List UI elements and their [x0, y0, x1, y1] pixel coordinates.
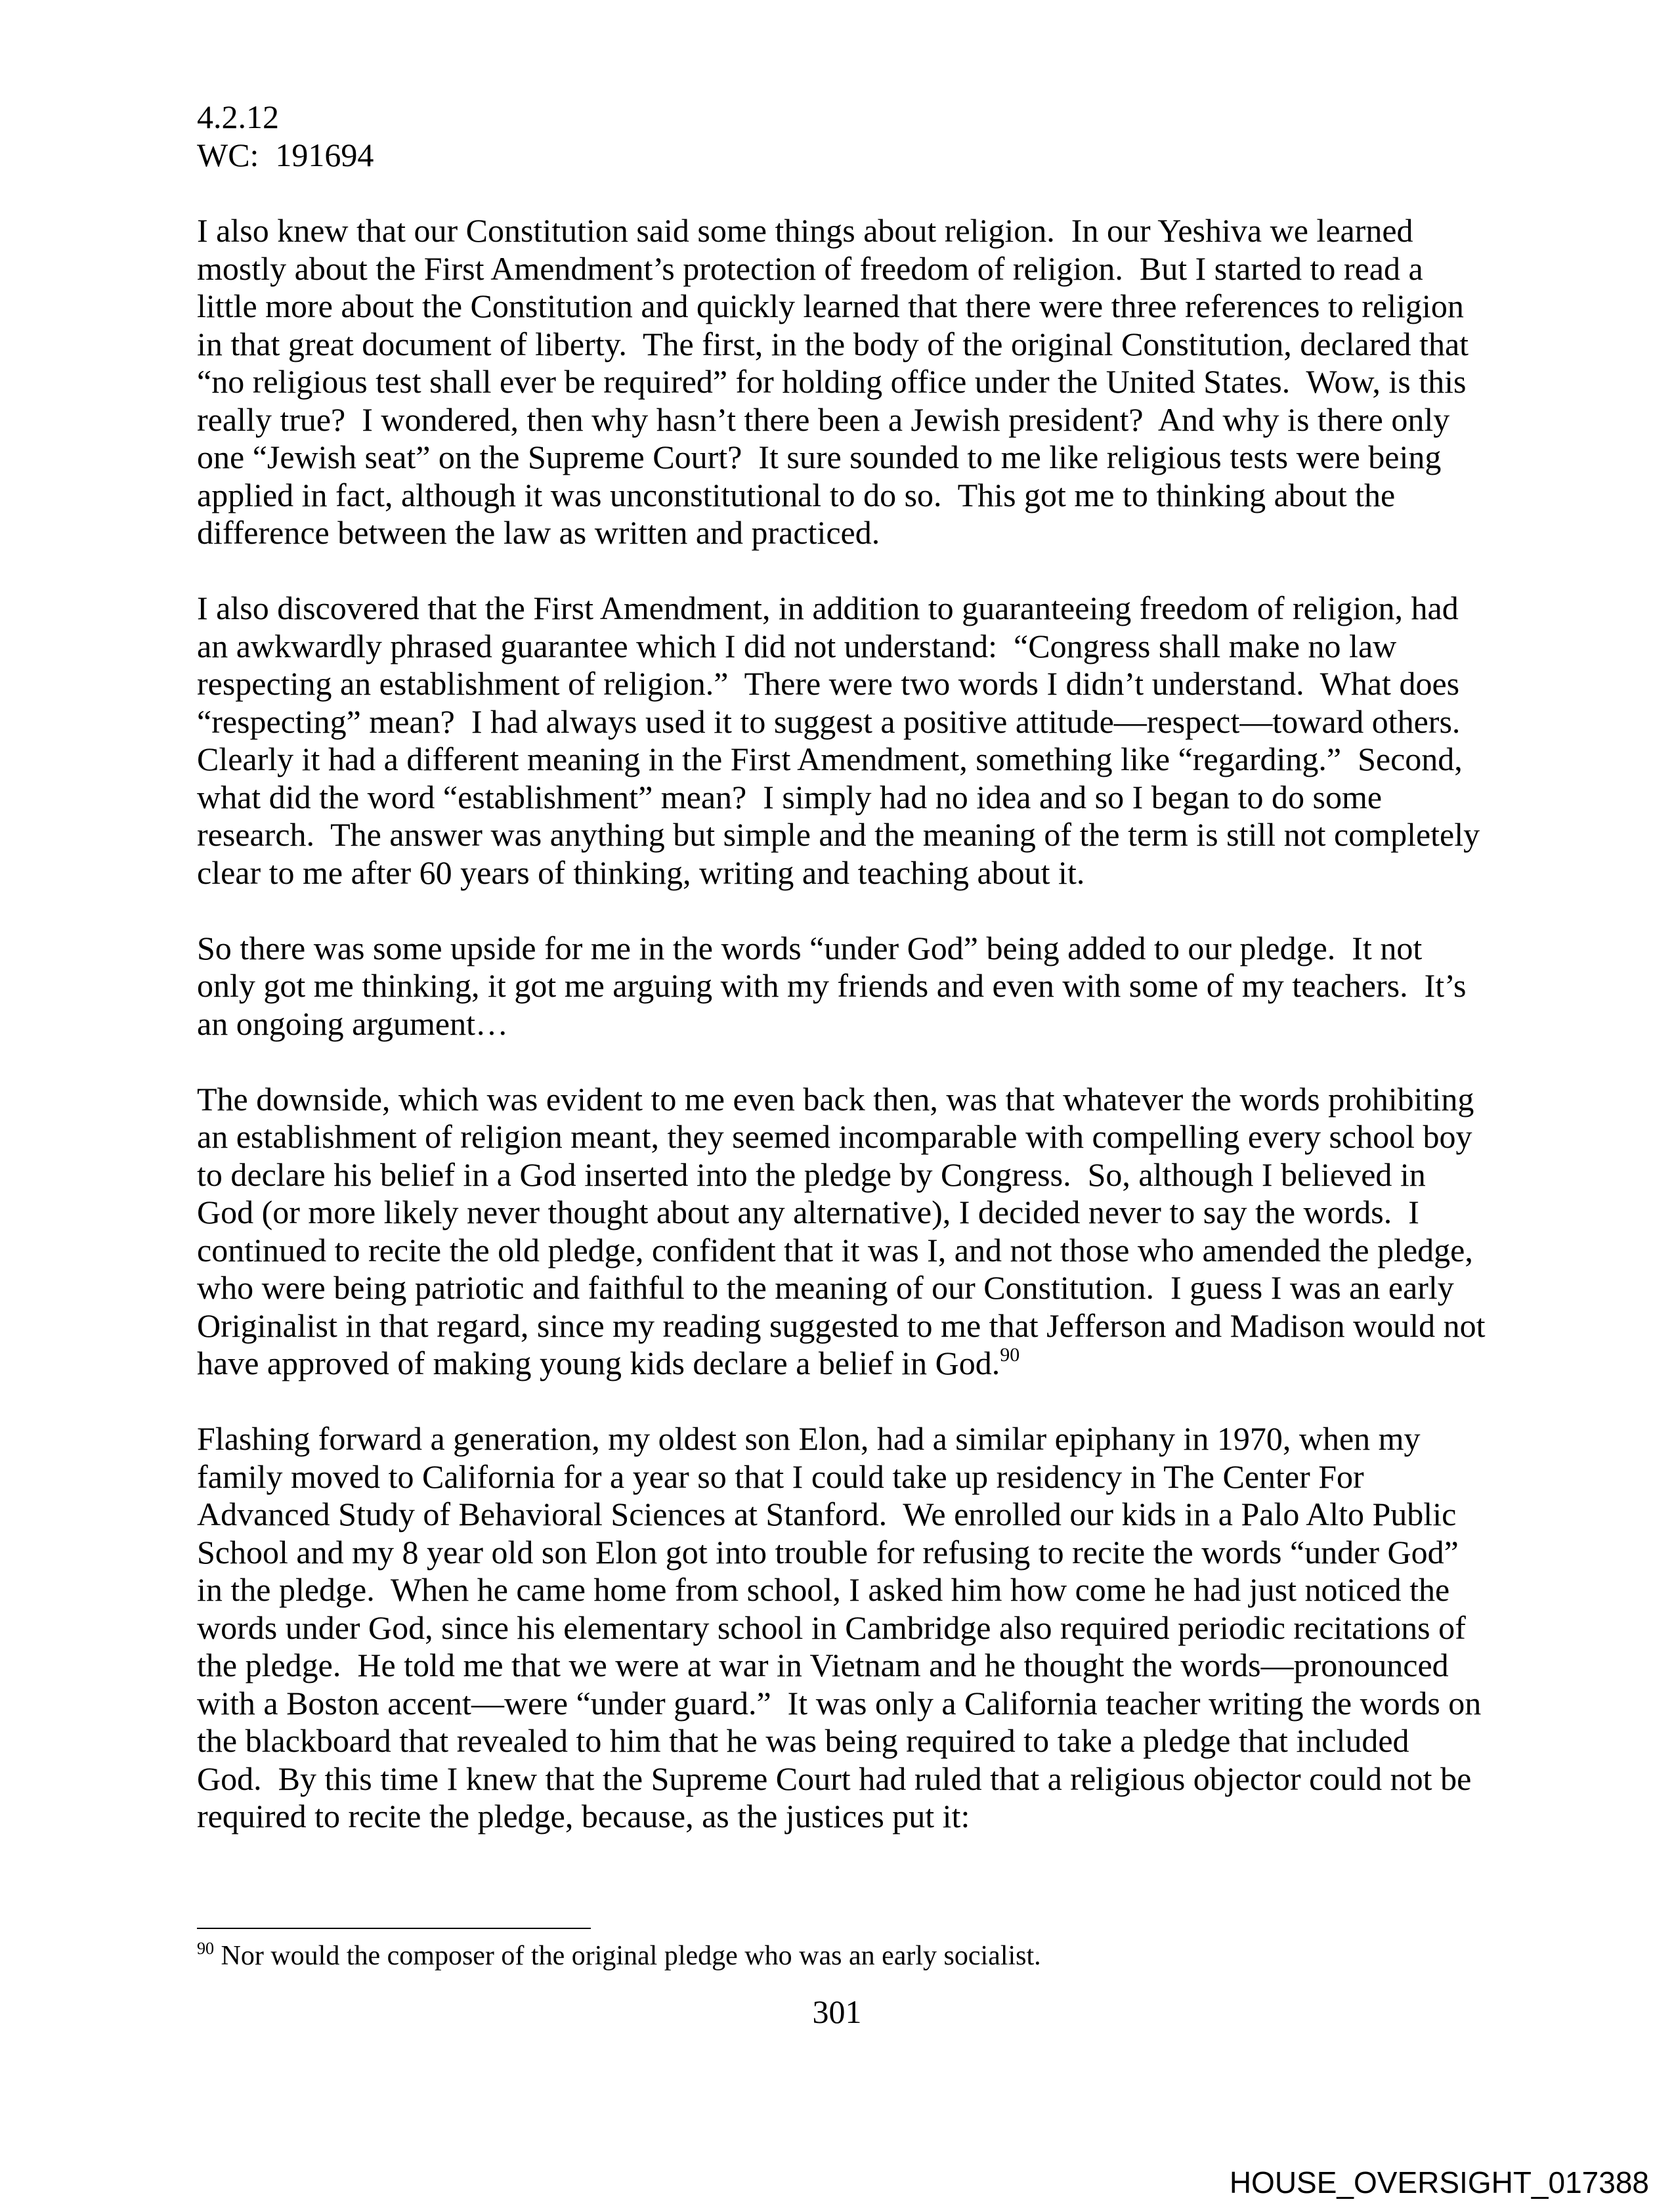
text-line: words under God, since his elementary school in Cambridge also required periodic recitations of [197, 1609, 1466, 1646]
text-line: So there was some upside for me in the words “under God” being added to our pledge. It not [197, 929, 1423, 966]
page-number: 301 [812, 1993, 862, 2030]
text-line: the blackboard that revealed to him that he was being required to take a pledge that included [197, 1722, 1409, 1759]
text-line: an establishment of religion meant, they seemed incomparable with compelling every school boy [197, 1118, 1472, 1155]
text-line: with a Boston accent—were “under guard.” It was only a California teacher writing the words on [197, 1684, 1482, 1722]
footnote [197, 1940, 1041, 1972]
paragraph-4 [197, 1081, 1484, 1383]
footnote-number: 90 [197, 1939, 214, 1958]
header-word-count: WC: 191694 [197, 136, 374, 173]
footnote-text: Nor would the composer of the original pledge who was an early socialist. [214, 1941, 1041, 1971]
text-line: little more about the Constitution and quickly learned that there were three references to religion [197, 288, 1464, 324]
text-line: required to recite the pledge, because, as the justices put it: [197, 1798, 970, 1834]
text-line: in the pledge. When he came home from school, I asked him how come he had just noticed the [197, 1571, 1450, 1608]
text-line: God (or more likely never thought about any alternative), I decided never to say the words. I [197, 1194, 1419, 1230]
text-line: applied in fact, although it was unconstitutional to do so. This got me to thinking about the [197, 476, 1396, 513]
text-line: God. By this time I knew that the Supreme Court had ruled that a religious objector could not be [197, 1760, 1472, 1797]
text-line: Flashing forward a generation, my oldest son Elon, had a similar epiphany in 1970, when my [197, 1420, 1421, 1457]
text-line: really true? I wondered, then why hasn’t there been a Jewish president? And why is there only [197, 401, 1450, 438]
text-line: The downside, which was evident to me even back then, was that whatever the words prohibiting [197, 1080, 1474, 1117]
text-line: what did the word “establishment” mean? I simply had no idea and so I began to do some [197, 778, 1383, 815]
text-line: the pledge. He told me that we were at war in Vietnam and he thought the words—pronounced [197, 1647, 1449, 1683]
text-line: respecting an establishment of religion.” There were two words I didn’t understand. What does [197, 665, 1460, 702]
text-line: family moved to California for a year so that I could take up residency in The Center For [197, 1458, 1364, 1495]
text-line: one “Jewish seat” on the Supreme Court? It sure sounded to me like religious tests were being [197, 439, 1442, 475]
text-line-with-footnote [197, 1345, 1484, 1383]
text-line: Originalist in that regard, since my reading suggested to me that Jefferson and Madison would not [197, 1307, 1486, 1344]
footnote-separator [197, 1928, 591, 1929]
text-line: “no religious test shall ever be required” for holding office under the United States. Wow, is this [197, 363, 1467, 400]
text-line: “respecting” mean? I had always used it to suggest a positive attitude—respect—toward others. [197, 703, 1461, 740]
text-line: in that great document of liberty. The first, in the body of the original Constitution, declared that [197, 325, 1469, 362]
text-line: an awkwardly phrased guarantee which I did not understand: “Congress shall make no law [197, 627, 1397, 664]
text-line: clear to me after 60 years of thinking, writing and teaching about it. [197, 854, 1085, 891]
body-text [197, 212, 1484, 1873]
text-line: research. The answer was anything but simple and the meaning of the term is still not completely [197, 816, 1480, 853]
footnote-reference[interactable]: 90 [1000, 1344, 1020, 1366]
paragraph-3 [197, 930, 1484, 1043]
bates-stamp: HOUSE_OVERSIGHT_017388 [1229, 2165, 1649, 2200]
text-line: Advanced Study of Behavioral Sciences at Stanford. We enrolled our kids in a Palo Alto Public [197, 1496, 1457, 1532]
text-line: have approved of making young kids declare a belief in God. [197, 1345, 1000, 1381]
paragraph-2 [197, 590, 1484, 892]
text-line: who were being patriotic and faithful to the meaning of our Constitution. I guess I was an early [197, 1269, 1454, 1306]
text-line: mostly about the First Amendment’s protection of freedom of religion. But I started to read a [197, 249, 1423, 287]
text-line: continued to recite the old pledge, confident that it was I, and not those who amended the pledge, [197, 1231, 1473, 1269]
text-line: I also knew that our Constitution said some things about religion. In our Yeshiva we learned [197, 212, 1413, 249]
paragraph-5 [197, 1420, 1484, 1836]
text-line: School and my 8 year old son Elon got into trouble for refusing to recite the words “under God” [197, 1533, 1459, 1571]
document-header [197, 98, 374, 174]
header-date: 4.2.12 [197, 98, 279, 135]
text-line: an ongoing argument… [197, 1005, 508, 1042]
text-line: I also discovered that the First Amendment, in addition to guaranteeing freedom of religion, had [197, 590, 1459, 626]
text-line: Clearly it had a different meaning in the First Amendment, something like “regarding.” Second, [197, 741, 1463, 777]
text-line: difference between the law as written and practiced. [197, 514, 880, 551]
text-line: only got me thinking, it got me arguing with my friends and even with some of my teachers. It’s [197, 967, 1467, 1004]
text-line: to declare his belief in a God inserted into the pledge by Congress. So, although I believed in [197, 1156, 1426, 1193]
paragraph-1 [197, 212, 1484, 552]
